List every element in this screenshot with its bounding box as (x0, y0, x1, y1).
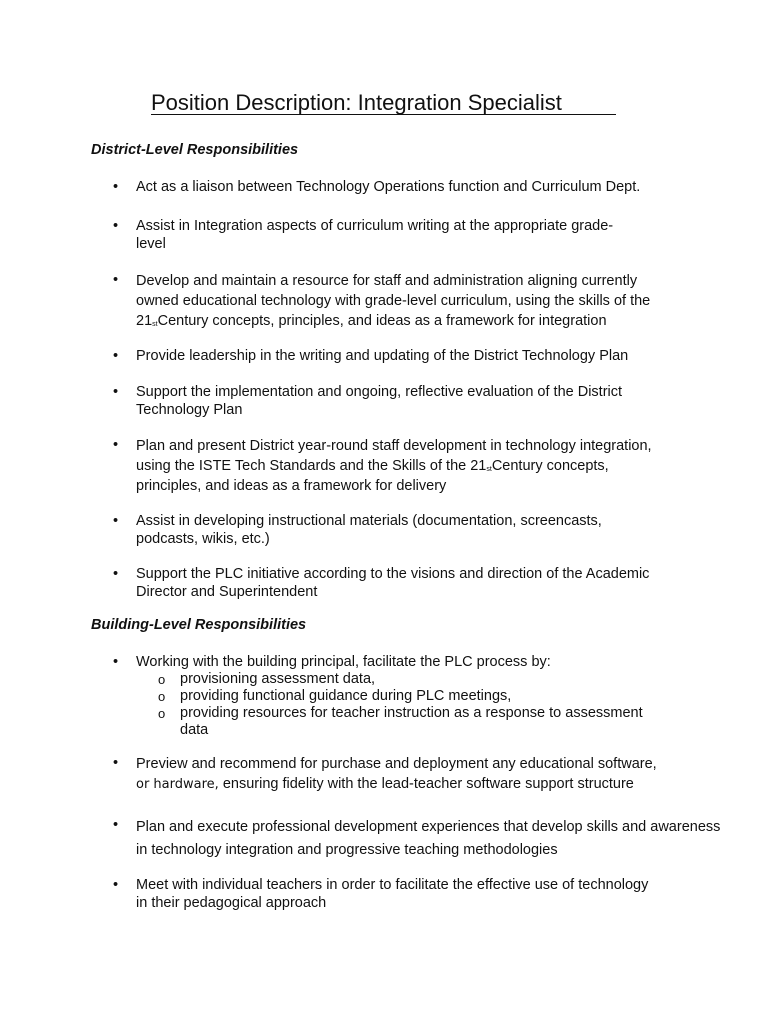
list-item: Develop and maintain a resource for staff and administration aligning currently owned educational technology with grade-level curriculum, using the skills of the $21_{st}Century$ concepts, principles, and ideas as a framework for integration (136, 273, 651, 329)
bullet-icon: • (113, 654, 119, 670)
list-item: Plan and execute professional development experiences that develop skills and awareness in technology integration and progressive teaching methodologies (136, 819, 721, 858)
page-title: Position Description: Integration Specialist (151, 90, 562, 115)
sub-list-item: providing resources for teacher instruction as a response to assessment data (180, 705, 643, 738)
bullet-icon: • (113, 437, 119, 453)
list-item: Support the PLC initiative according to the visions and direction of the Academic Director and Superintendent (136, 566, 650, 600)
list-item: Plan and present District year-round staff development in technology integration, using the ISTE Tech Standards and the Skills of the $21_{st}Century$ concepts, principles, and ideas as a framework for delivery (136, 438, 652, 494)
bullet-icon: • (113, 513, 119, 529)
sub-list-item: providing functional guidance during PLC meetings, (180, 688, 512, 704)
list-item: Working with the building principal, facilitate the PLC process by: (136, 654, 551, 670)
district-heading: District-Level Responsibilities (91, 142, 299, 158)
list-item: Provide leadership in the writing and updating of the District Technology Plan (136, 348, 629, 364)
bullet-icon: • (113, 566, 119, 582)
title-underline (151, 114, 616, 115)
bullet-icon: • (113, 348, 119, 364)
sub-bullet-icon: o (158, 689, 166, 704)
list-item: Assist in developing instructional materials (documentation, screencasts, podcasts, wikis, etc.) (136, 513, 602, 547)
list-item: Meet with individual teachers in order to facilitate the effective use of technology in their pedagogical approach (136, 877, 649, 911)
sub-bullet-icon: o (158, 672, 166, 687)
list-item: Preview and recommend for purchase and deployment any educational software, or hardware, ensuring fidelity with the lead-teacher software support structure (136, 756, 657, 792)
list-item: Assist in Integration aspects of curriculum writing at the appropriate grade- level (136, 218, 614, 252)
bullet-icon: • (113, 755, 119, 771)
list-item: Act as a liaison between Technology Operations function and Curriculum Dept. (136, 179, 641, 195)
bullet-icon: • (113, 179, 119, 195)
sub-bullet-icon: o (158, 706, 166, 721)
bullet-icon: • (113, 877, 119, 893)
list-item: Support the implementation and ongoing, reflective evaluation of the District Technology Plan (136, 384, 623, 418)
bullet-icon: • (113, 218, 119, 234)
building-heading: Building-Level Responsibilities (91, 617, 307, 633)
sub-list-item: provisioning assessment data, (180, 671, 376, 687)
bullet-icon: • (113, 272, 119, 288)
bullet-icon: • (113, 384, 119, 400)
bullet-icon: • (113, 817, 119, 833)
